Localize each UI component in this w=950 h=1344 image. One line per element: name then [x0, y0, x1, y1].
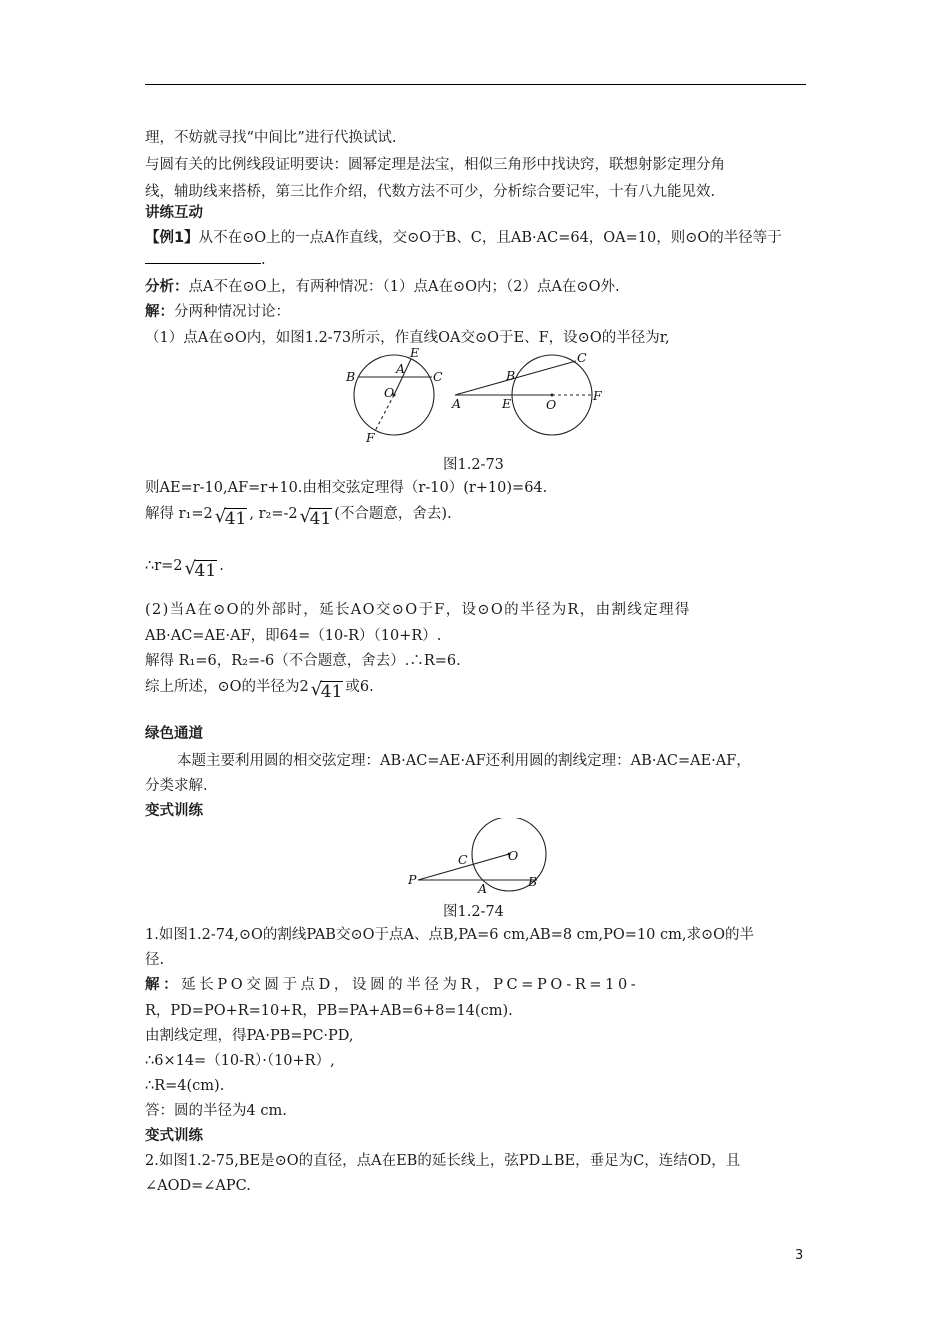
text-line: 理，不妨就寻找“中间比”进行代换试试. [145, 130, 397, 146]
label-P: P [408, 872, 417, 887]
solution-label: 解： [145, 977, 182, 993]
label-C: C [433, 369, 443, 384]
label-E: E [410, 345, 420, 360]
section-heading: 变式训练 [145, 1128, 203, 1144]
label-A: A [452, 396, 462, 411]
answer-blank [145, 251, 261, 264]
text-line: （1）点A在⊙O内，如图1.2-73所示，作直线OA交⊙O于E、F，设⊙O的半径为r, [145, 330, 670, 346]
label-O: O [384, 385, 395, 400]
text-line: ∴R=4(cm). [145, 1078, 225, 1094]
analysis-label: 分析： [145, 279, 189, 295]
label-F: F [366, 430, 375, 445]
label-O: O [546, 397, 557, 412]
figure-1-2-73 [340, 345, 620, 454]
sqrt-41: √ 41 [214, 506, 247, 529]
figure-caption: 图1.2-74 [443, 904, 504, 920]
analysis-line: 分析：点A不在⊙O上，有两种情况：（1）点A在⊙O内；（2）点A在⊙O外. [145, 279, 620, 295]
text-line: 线，辅助线来搭桥，第三比作介绍，代数方法不可少，分析综合要记牢，十有八九能见效. [145, 184, 716, 200]
label-A: A [478, 881, 488, 896]
text-line: 解得 R₁=6，R₂=-6（不合题意，舍去）.∴R=6. [145, 653, 461, 669]
example-tag: 【例1】 [145, 230, 199, 246]
solution-label: 解： [145, 304, 174, 320]
label-B: B [506, 368, 516, 383]
section-heading: 变式训练 [145, 803, 203, 819]
label-A: A [396, 361, 406, 376]
label-C: C [458, 852, 468, 867]
example-1-line [145, 228, 782, 248]
equation-line: 解得 r₁=2 √ 41 , r₂=-2 √ 41 (不合题意，舍去). [145, 506, 452, 529]
conclusion-line: 综上所述，⊙O的半径为2 √ 41 或6. [145, 679, 374, 702]
solution-line: 解：分两种情况讨论： [145, 304, 290, 320]
label-B: B [528, 874, 538, 889]
text-line: 径. [145, 952, 165, 968]
sqrt-41: √ 41 [184, 558, 217, 581]
answer-blank-line: . [145, 250, 266, 270]
text-line: 本题主要利用圆的相交弦定理：AB·AC=AE·AF还利用圆的割线定理：AB·AC=AE·AF， [177, 753, 751, 769]
label-O: O [508, 848, 519, 863]
text-line: 1.如图1.2-74,⊙O的割线PAB交⊙O于点A、点B,PA=6 cm,AB=8 cm,PO=10 cm,求⊙O的半 [145, 927, 755, 943]
text-line: 2.如图1.2-75,BE是⊙O的直径，点A在EB的延长线上，弦PD⊥BE，垂足为C，连结OD，且 [145, 1153, 741, 1169]
label-F: F [593, 388, 602, 403]
section-heading: 绿色通道 [145, 726, 203, 742]
text-line: 与圆有关的比例线段证明要诀：圆幂定理是法宝，相似三角形中找诀窍，联想射影定理分角 [145, 157, 725, 173]
sqrt-41: √ 41 [299, 506, 332, 529]
text-line: (2)当A在⊙O的外部时，延长AO交⊙O于F，设⊙O的半径为R，由割线定理得 [145, 602, 691, 618]
text-line: ∴6×14=（10-R）·（10+R）, [145, 1053, 335, 1069]
section-heading: 讲练互动 [145, 205, 203, 221]
text-line: AB·AC=AE·AF，即64=（10-R）（10+R）. [145, 628, 442, 644]
header-rule [145, 84, 806, 85]
text-line: ∠AOD=∠APC. [145, 1178, 251, 1194]
text-line: R，PD=PO+R=10+R，PB=PA+AB=6+8=14(cm). [145, 1003, 513, 1019]
text-line: 分类求解. [145, 778, 208, 794]
text-line: 由割线定理，得PA·PB=PC·PD, [145, 1028, 354, 1044]
text-line: 答：圆的半径为4 cm. [145, 1103, 287, 1119]
label-C: C [577, 350, 587, 365]
figure-1-2-74 [400, 818, 550, 902]
example-text: 从不在⊙O上的一点A作直线，交⊙O于B、C，且AB·AC=64，OA=10，则⊙O的半径等于 [198, 230, 782, 246]
label-B: B [346, 369, 356, 384]
label-E: E [502, 396, 512, 411]
equation-line: ∴r=2 √ 41 . [145, 558, 224, 581]
text-line: 则AE=r-10,AF=r+10.由相交弦定理得（r-10）(r+10)=64. [145, 480, 548, 496]
sqrt-41: √ 41 [310, 679, 343, 702]
solution-line: 解：延长PO交圆于点D，设圆的半径为R，PC=PO-R=10- [145, 977, 640, 993]
figure-caption: 图1.2-73 [443, 457, 504, 473]
page-number: 3 [795, 1248, 804, 1263]
